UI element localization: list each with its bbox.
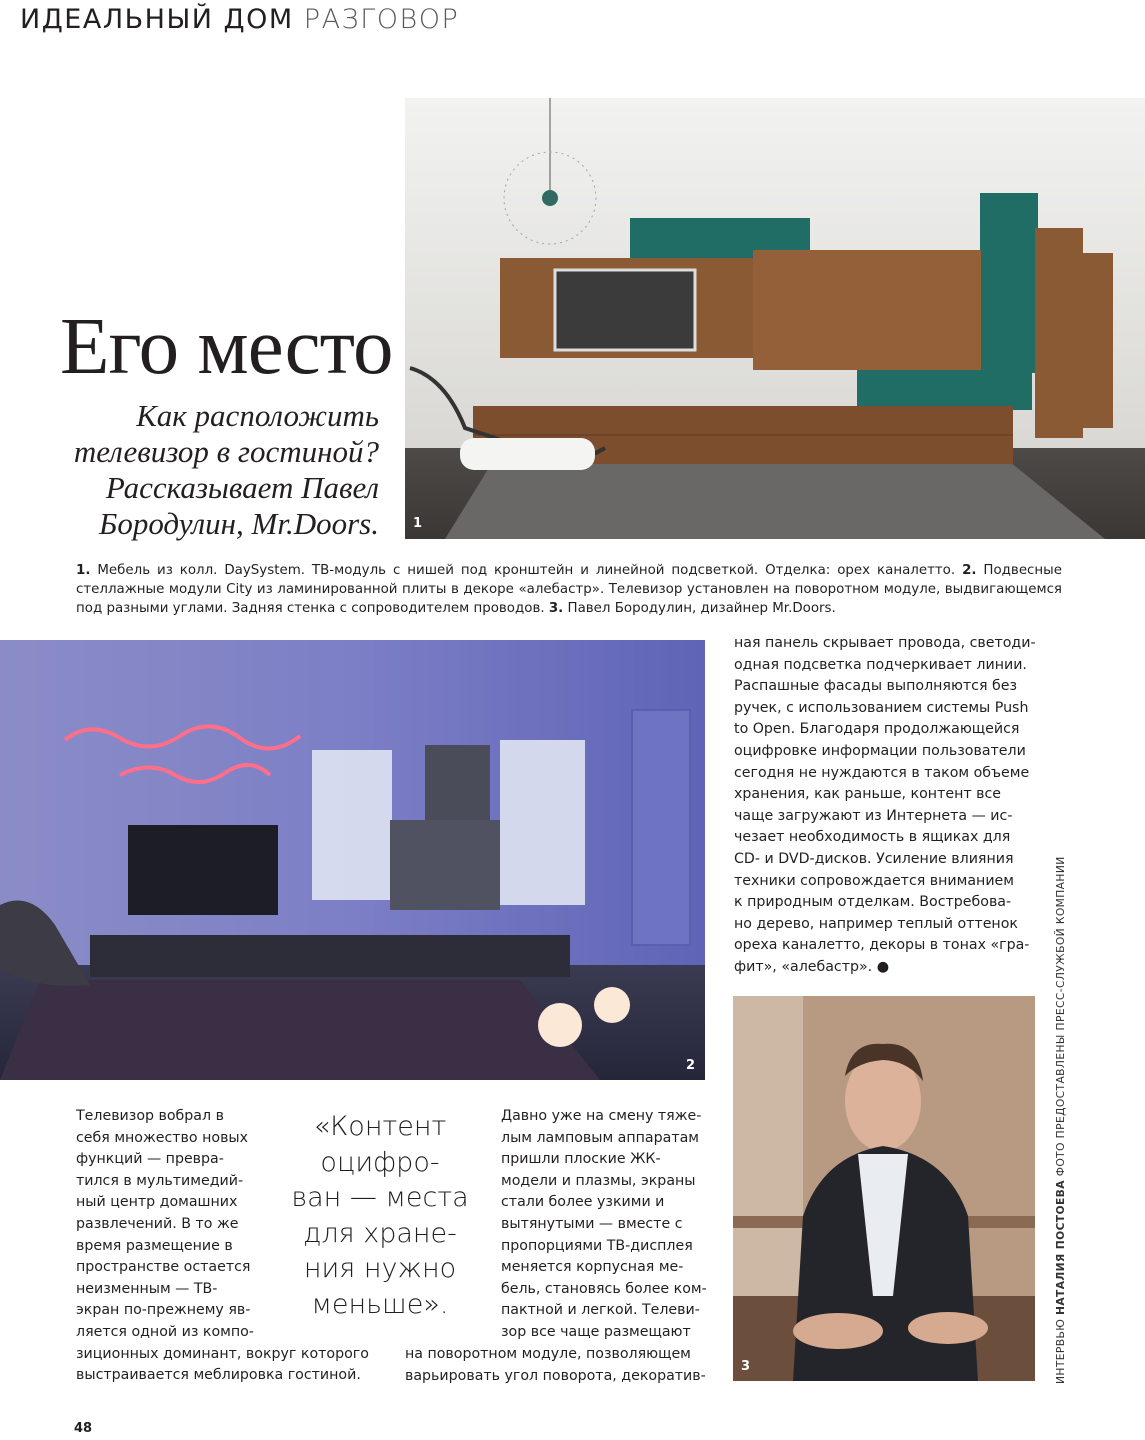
article-title: Его место (60, 301, 393, 391)
credit-interview-name: НАТАЛИЯ ПОСТОЕВА (1054, 1180, 1067, 1316)
text-line: ореха каналетто, декоры в тонах «гра- (734, 937, 1030, 954)
text-line: зор все чаще размещают (501, 1323, 691, 1340)
caption-text-1: Мебель из колл. DaySystem. ТВ-модуль с нишей под кронштейн и линейной подсветкой. Отделка: орех каналетто. (90, 563, 963, 578)
text-line: пактной и легкой. Телеви- (501, 1302, 700, 1319)
text-line: ручек, с использованием системы Push (734, 699, 1029, 716)
photo-credits (1054, 856, 1067, 1384)
photo-1-living-room-walnut (405, 98, 1145, 539)
quote-line: ния нужно (303, 1253, 457, 1284)
text-line: себя множество новых (76, 1129, 249, 1146)
text-line: пространстве остается (76, 1259, 251, 1276)
text-line: варьировать угол поворота, декоратив- (405, 1367, 706, 1384)
text-line: но дерево, например теплый оттенок (734, 915, 1018, 932)
page-number: 48 (74, 1421, 93, 1436)
quote-line: «Контент (313, 1111, 447, 1142)
text-line: функций — превра- (76, 1151, 224, 1168)
credit-interview-label: ИНТЕРВЬЮ (1054, 1318, 1067, 1384)
caption-number-2: 2. (962, 563, 977, 578)
bottom-text-lines (405, 1344, 715, 1387)
quote-line: для хране- (303, 1217, 457, 1249)
text-line: бель, становясь более ком- (501, 1280, 707, 1297)
text-line: стали более узкими и (501, 1194, 665, 1211)
text-line: на поворотном модуле, позволяющем (405, 1346, 691, 1362)
quote-line: оцифро- (320, 1146, 440, 1178)
caption-number-3: 3. (548, 601, 564, 616)
text-line: Телевизор вобрал в (76, 1108, 224, 1124)
quote-line: меньше». (311, 1288, 449, 1320)
right-column-text (734, 633, 1044, 979)
text-line: ляется одной из компо- (76, 1323, 254, 1340)
text-line: выстраивается меблировка гостиной. (76, 1367, 361, 1384)
caption-text-2: Подвесные стеллажные модули City из ламинированной плиты в декоре «алебастр». Телевизор установлен на поворотном модуле, выдвигающемся под разными углами. Задняя стенка с сопроводителем проводов. (76, 563, 1062, 616)
section-name: ИДЕАЛЬНЫЙ ДОМ (20, 4, 294, 35)
article-lead: Как расположить телевизор в гостиной? Рассказывает Павел Бородулин, Mr.Doors. (73, 398, 379, 541)
text-line: хранения, как раньше, контент все (734, 786, 1002, 803)
text-line: развлечений. В то же (76, 1215, 239, 1232)
photo-2-neon-living-room (0, 640, 705, 1080)
photo-2-number: 2 (686, 1058, 696, 1073)
text-line: зиционных доминант, вокруг которого (76, 1345, 369, 1362)
text-line: к природным отделкам. Востребова- (734, 894, 1012, 911)
text-line: меняется корпусная ме- (501, 1259, 684, 1276)
subsection-name: РАЗГОВОР (303, 4, 460, 35)
text-line: вытянутыми — вместе с (501, 1215, 683, 1232)
text-line: экран по-прежнему яв- (76, 1302, 251, 1319)
text-line: техники сопровождается вниманием (734, 872, 1014, 889)
photo-3-portrait (733, 996, 1035, 1381)
text-line: to Open. Благодаря продолжающейся (734, 721, 1020, 738)
caption-number-1: 1. (76, 563, 91, 578)
text-line: фит», «алебастр». ● (734, 958, 890, 975)
text-line: Распашные фасады выполняются без (734, 678, 1018, 695)
text-line: сегодня не нуждаются в таком объеме (734, 764, 1030, 781)
text-line: ный центр домашних (76, 1194, 238, 1211)
text-line: неизменным — ТВ- (76, 1280, 218, 1297)
text-line: оцифровке информации пользователи (734, 742, 1026, 759)
photo-1-number: 1 (413, 516, 423, 531)
text-line: пришли плоские ЖК- (501, 1151, 661, 1168)
section-header (20, 4, 459, 35)
caption-text-3: Павел Бородулин, дизайнер Mr.Doors. (563, 601, 836, 616)
photo-3-number: 3 (741, 1359, 751, 1374)
credit-photo-text: ФОТО ПРЕДОСТАВЛЕНЫ ПРЕСС-СЛУЖБОЙ КОМПАНИИ (1054, 856, 1067, 1177)
text-line: чаще загружают из Интернета — ис- (734, 807, 1013, 824)
text-line: время размещение в (76, 1237, 233, 1254)
text-line: чезает необходимость в ящиках для (734, 829, 1011, 846)
quote-line: ван — места (291, 1182, 469, 1213)
text-line: пропорциями ТВ-дисплея (501, 1237, 693, 1254)
text-line: Давно уже на смену тяже- (501, 1108, 702, 1124)
text-line: тился в мультимедий- (76, 1172, 244, 1189)
text-line: лым ламповым аппаратам (501, 1129, 699, 1146)
text-line: одная подсветка подчеркивает линии. (734, 656, 1027, 673)
text-line: CD- и DVD-дисков. Усиление влияния (734, 850, 1014, 867)
text-line: ная панель скрывает провода, светоди- (734, 635, 1036, 651)
pull-quote (286, 1109, 474, 1322)
middle-column-text (501, 1106, 716, 1344)
text-line: модели и плазмы, экраны (501, 1172, 696, 1189)
photo-caption (76, 561, 1062, 618)
